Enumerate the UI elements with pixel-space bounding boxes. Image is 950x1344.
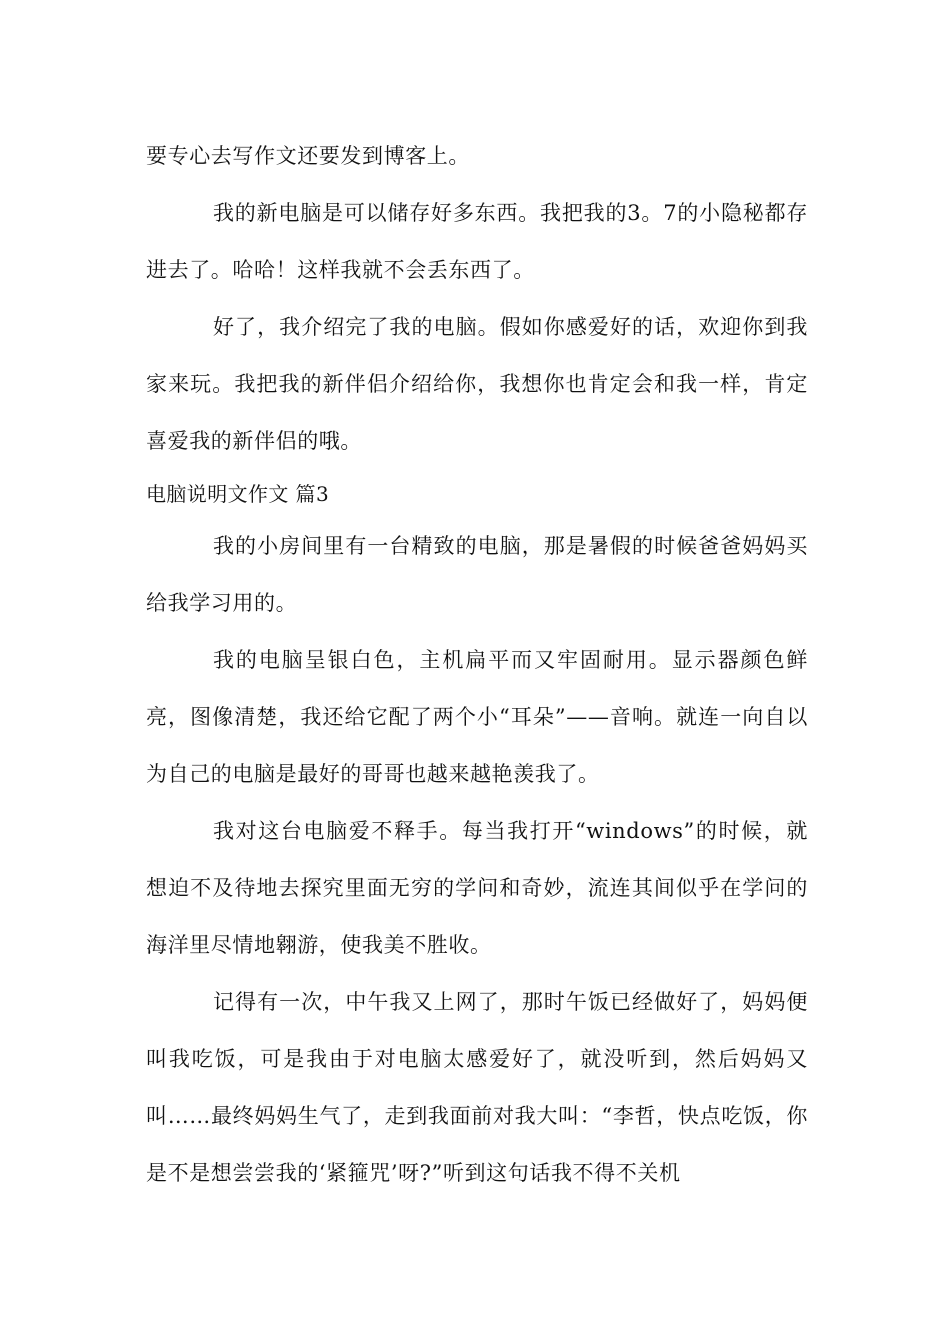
document-page [146,128,808,1202]
paragraph-6: 我对这台电脑爱不释手。每当我打开“windows”的时候，就想迫不及待地去探究里面无穷的学问和奇妙，流连其间似乎在学问的海洋里尽情地翱游，使我美不胜收。 [146,819,808,957]
paragraph-1: 要专心去写作文还要发到博客上。 [146,144,470,168]
paragraph-7: 记得有一次，中午我又上网了，那时午饭已经做好了，妈妈便叫我吃饭，可是我由于对电脑太感爱好了，就没听到，然后妈妈又叫……最终妈妈生气了，走到我面前对我大叫：“李哲，快点吃饭，你是不是想尝尝我的‘紧箍咒’呀?”听到这句话我不得不关机 [146,990,808,1185]
paragraph-3: 好了，我介绍完了我的电脑。假如你感爱好的话，欢迎你到我家来玩。我把我的新伴侣介绍给你，我想你也肯定会和我一样，肯定喜爱我的新伴侣的哦。 [146,315,808,453]
section-title: 电脑说明文作文 篇3 [146,482,330,506]
paragraph-5: 我的电脑呈银白色，主机扁平而又牢固耐用。显示器颜色鲜亮，图像清楚，我还给它配了两个小“耳朵”——音响。就连一向自以为自己的电脑是最好的哥哥也越来越艳羡我了。 [146,648,808,786]
paragraph-2: 我的新电脑是可以储存好多东西。我把我的3。7的小隐秘都存进去了。哈哈！这样我就不会丢东西了。 [146,201,808,282]
paragraph-4: 我的小房间里有一台精致的电脑，那是暑假的时候爸爸妈妈买给我学习用的。 [146,534,808,615]
